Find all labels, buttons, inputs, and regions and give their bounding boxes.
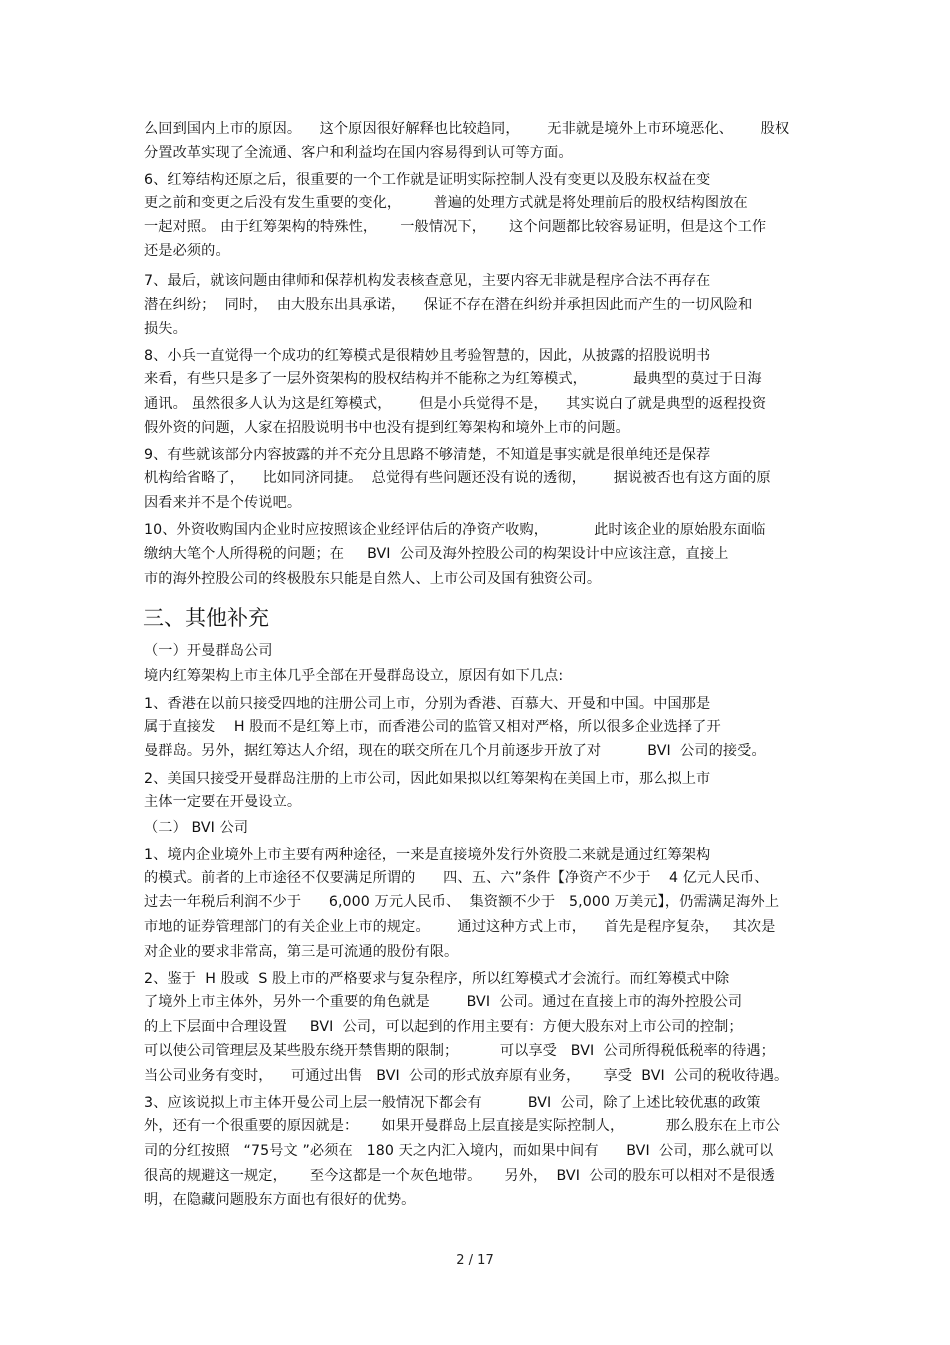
- text-line: 分置改革实现了全流通、客户和利益均在国内容易得到认可等方面。: [144, 145, 573, 161]
- text-line: 司的分红按照 “75号文 ”必须在 180 天之内汇入境内，而如果中间有 BVI 公司，那么就可以: [144, 1143, 774, 1159]
- text-line: 曼群岛。另外，据红筹达人介绍，现在的联交所在几个月前逐步开放了对 BVI 公司的接受。: [144, 743, 766, 759]
- text-line: 7、最后，就该问题由律师和保荐机构发表核查意见，主要内容无非就是程序合法不再存在: [144, 273, 711, 289]
- text-line: 假外资的问题，人家在招股说明书中也没有提到红筹架构和境外上市的问题。: [144, 420, 630, 436]
- text-line: 3、应该说拟上市主体开曼公司上层一般情况下都会有 BVI 公司，除了上述比较优惠的政策: [144, 1095, 761, 1111]
- text-line: 么回到国内上市的原因。 这个原因很好解释也比较趋同， 无非就是境外上市环境恶化、 股权: [144, 121, 790, 137]
- text-line: 属于直接发 H 股而不是红筹上市，而香港公司的监管又相对严格，所以很多企业选择了开: [144, 719, 721, 735]
- text-line: 通讯。 虽然很多人认为这是红筹模式， 但是小兵觉得不是， 其实说白了就是典型的返程投资: [144, 396, 767, 412]
- text-line: 对企业的要求非常高，第三是可流通的股份有限。: [144, 944, 459, 960]
- section-heading: 三、其他补充: [143, 606, 269, 630]
- text-line: 外，还有一个很重要的原因就是： 如果开曼群岛上层直接是实际控制人， 那么股东在上市公: [144, 1118, 781, 1134]
- text-line: 因看来并不是个传说吧。: [144, 495, 302, 511]
- text-line: 市的海外控股公司的终极股东只能是自然人、上市公司及国有独资公司。: [144, 571, 602, 587]
- text-line: 潜在纠纷； 同时， 由大股东出具承诺， 保证不存在潜在纠纷并承担因此而产生的一切风险和: [144, 297, 753, 313]
- text-line: 2、美国只接受开曼群岛注册的上市公司，因此如果拟以红筹架构在美国上市，那么拟上市: [144, 771, 711, 787]
- text-line: 当公司业务有变时， 可通过出售 BVI 公司的形式放弃原有业务， 享受 BVI 公司的税收待遇。: [144, 1068, 789, 1084]
- text-line: 更之前和变更之后没有发生重要的变化， 普遍的处理方式就是将处理前后的股权结构图放在: [144, 195, 748, 211]
- text-line: 可以使公司管理层及某些股东绕开禁售期的限制； 可以享受 BVI 公司所得税低税率的待遇；: [144, 1043, 775, 1059]
- text-line: 主体一定要在开曼设立。: [144, 794, 302, 810]
- text-line: 了境外上市主体外，另外一个重要的角色就是 BVI 公司。通过在直接上市的海外控股公司: [144, 994, 743, 1010]
- text-line: 8、小兵一直觉得一个成功的红筹模式是很精妙且考验智慧的，因此，从披露的招股说明书: [144, 348, 711, 364]
- text-line: 市地的证券管理部门的有关企业上市的规定。 通过这种方式上市， 首先是程序复杂， 其次是: [144, 919, 776, 935]
- text-line: 10、外资收购国内企业时应按照该企业经评估后的净资产收购， 此时该企业的原始股东面临: [144, 522, 766, 538]
- text-line: 一起对照。 由于红筹架构的特殊性， 一般情况下， 这个问题都比较容易证明，但是这个工作: [144, 219, 767, 235]
- text-line: 2、鉴于 H 股或 S 股上市的严格要求与复杂程序，所以红筹模式才会流行。而红筹模式中除: [144, 971, 730, 987]
- text-line: 过去一年税后利润不少于 6,000 万元人民币、 集资额不少于 5,000 万美元】，仍需满足海外上: [144, 894, 780, 910]
- text-line: 的上下层面中合理设置 BVI 公司，可以起到的作用主要有：方便大股东对上市公司的控制；: [144, 1019, 743, 1035]
- text-line: 9、有些就该部分内容披露的并不充分且思路不够清楚，不知道是事实就是很单纯还是保荐: [144, 447, 711, 463]
- text-line: 还是必须的。: [144, 243, 230, 259]
- text-line: 来看，有些只是多了一层外资架构的股权结构并不能称之为红筹模式， 最典型的莫过于日海: [144, 371, 762, 387]
- text-line: 明，在隐藏问题股东方面也有很好的优势。: [144, 1192, 416, 1208]
- text-line: 境内红筹架构上市主体几乎全部在开曼群岛设立，原因有如下几点:: [144, 668, 564, 684]
- subsection-heading: （一）开曼群岛公司: [144, 643, 273, 659]
- text-line: 的模式。前者的上市途径不仅要满足所谓的 四、五、六”条件【净资产不少于 4 亿元人民币、: [144, 870, 769, 886]
- text-line: 1、境内企业境外上市主要有两种途径，一来是直接境外发行外资股二来就是通过红筹架构: [144, 847, 711, 863]
- text-line: 很高的规避这一规定， 至今这都是一个灰色地带。 另外， BVI 公司的股东可以相对不是很透: [144, 1168, 775, 1184]
- page-number: 2 / 17: [456, 1253, 494, 1268]
- text-line: 1、香港在以前只接受四地的注册公司上市，分别为香港、百慕大、开曼和中国。中国那是: [144, 696, 711, 712]
- text-line: 缴纳大笔个人所得税的问题；在 BVI 公司及海外控股公司的构架设计中应该注意，直接上: [144, 546, 729, 562]
- text-line: 6、红筹结构还原之后，很重要的一个工作就是证明实际控制人没有变更以及股东权益在变: [144, 172, 711, 188]
- text-line: 损失。: [144, 321, 187, 337]
- subsection-heading: （二） BVI 公司: [144, 820, 249, 836]
- text-line: 机构给省略了， 比如同济同捷。 总觉得有些问题还没有说的透彻， 据说被否也有这方面的原: [144, 470, 771, 486]
